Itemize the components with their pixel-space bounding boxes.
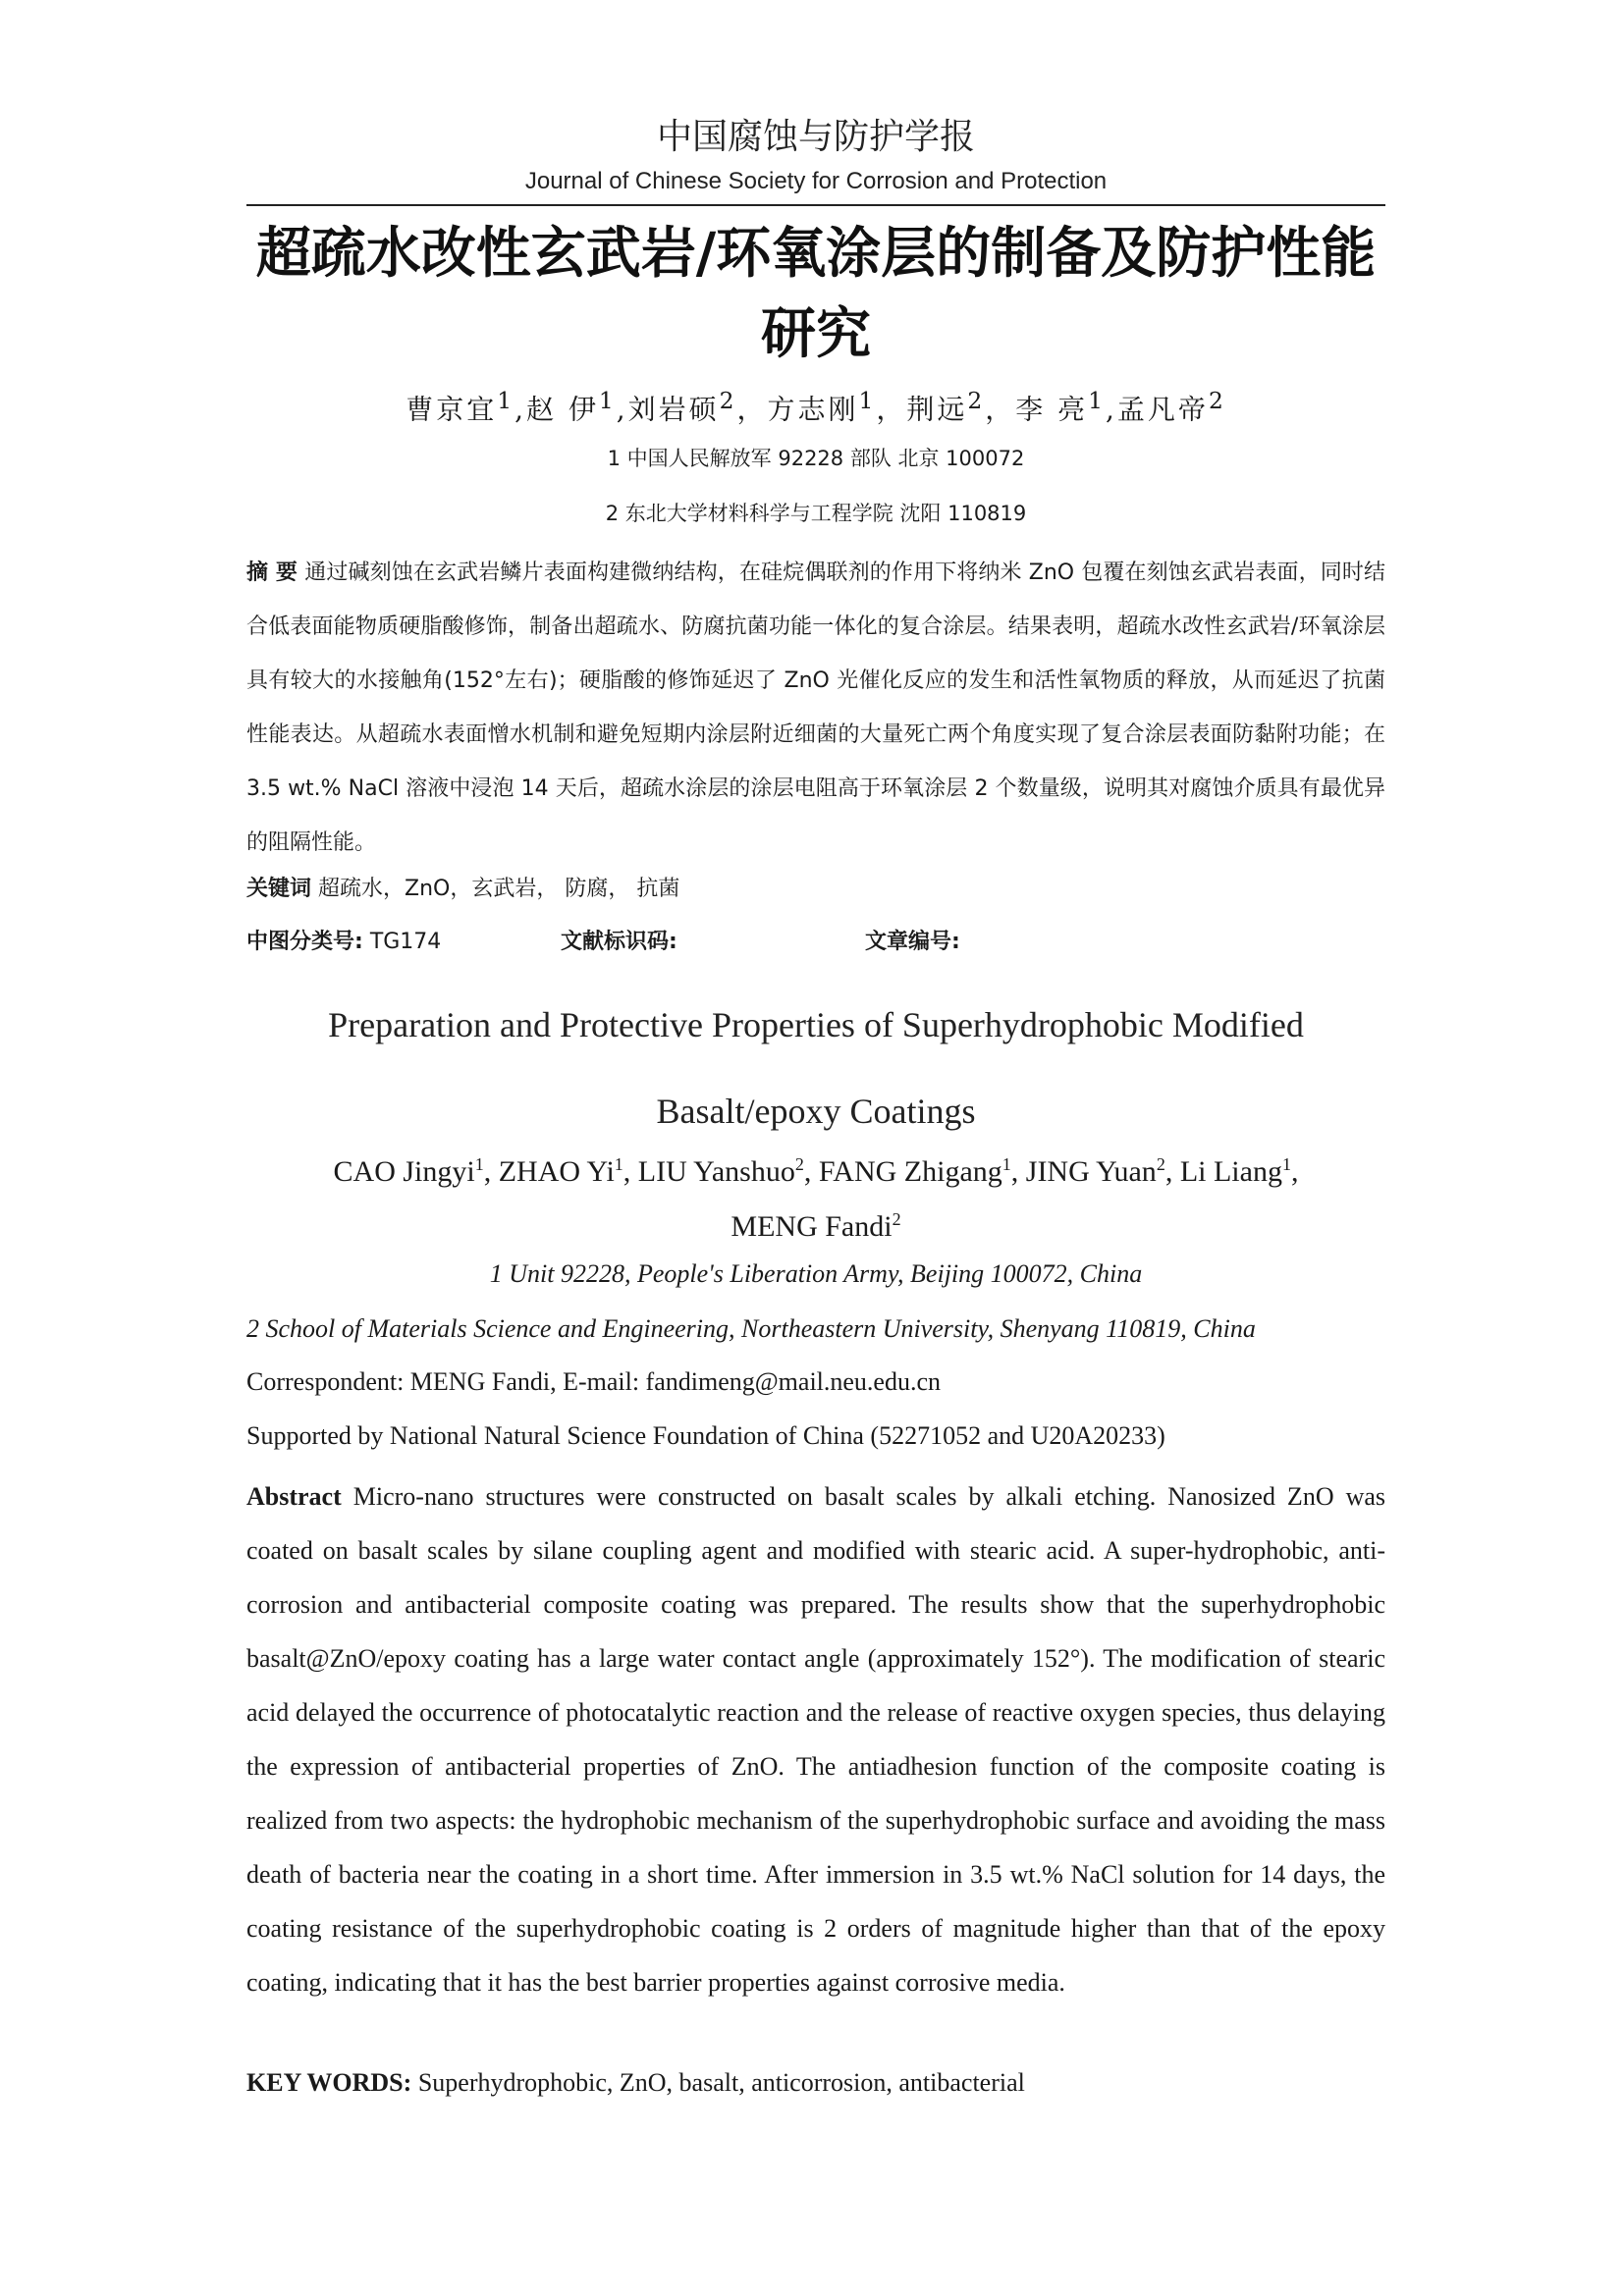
author-separator: , <box>1106 393 1117 426</box>
author-affil-mark: 1 <box>1001 1154 1011 1174</box>
author-separator: , <box>1010 1155 1026 1188</box>
author-cn: 赵 伊 <box>525 393 599 426</box>
author-cn: 方志刚 <box>767 393 859 426</box>
author-en: CAO Jingyi <box>333 1155 475 1188</box>
author-affil-mark: 2 <box>967 387 986 414</box>
header-divider <box>246 204 1385 206</box>
author-en: Li Liang <box>1179 1155 1282 1188</box>
author-en: ZHAO Yi <box>498 1155 615 1188</box>
author-separator: , <box>514 393 526 426</box>
author-affil-mark: 2 <box>719 387 737 414</box>
author-separator: , <box>623 1155 638 1188</box>
abstract-cn <box>246 546 1385 870</box>
author-cn: 刘岩硕 <box>627 393 720 426</box>
author-affil-mark: 1 <box>497 387 515 414</box>
author-cn: 孟凡帝 <box>1116 393 1209 426</box>
author-list-cn <box>246 381 1385 429</box>
doc-code <box>561 923 677 962</box>
author-cn: 曹京宜 <box>406 393 498 426</box>
doc-code-label: 文献标识码: <box>561 930 677 954</box>
clc-value: TG174 <box>369 930 442 954</box>
clc-number <box>246 923 441 962</box>
keywords-en-text: Superhydrophobic, ZnO, basalt, anticorrosion, antibacterial <box>417 2068 1025 2097</box>
author-separator: , <box>1164 1155 1180 1188</box>
author-cn: 荆远 <box>906 393 968 426</box>
author-en: LIU Yanshuo <box>637 1155 795 1188</box>
author-affil-mark: 2 <box>794 1154 804 1174</box>
paper-title-cn: 超疏水改性玄武岩/环氧涂层的制备及防护性能研究 <box>255 222 1377 366</box>
abstract-en-label: Abstract <box>246 1482 342 1511</box>
author-separator: ， <box>736 393 768 426</box>
author-affil-mark: 2 <box>1156 1154 1165 1174</box>
author-cn: 李 亮 <box>1015 393 1089 426</box>
author-affil-mark: 2 <box>892 1209 901 1229</box>
keywords-cn <box>246 870 1385 909</box>
author-affil-mark: 1 <box>598 387 617 414</box>
author-affil-mark: 1 <box>474 1154 484 1174</box>
article-number-label: 文章编号: <box>865 930 960 954</box>
keywords-en-label: KEY WORDS: <box>246 2068 412 2097</box>
affiliation-en-1: 1 Unit 92228, People's Liberation Army, Beijing 100072, China <box>489 1259 1143 1288</box>
affiliation-en-2: 2 School of Materials Science and Engineering, Northeastern University, Shenyang 110819, China <box>246 1314 1256 1343</box>
journal-name-en: Journal of Chinese Society for Corrosion and Protection <box>524 168 1108 194</box>
author-affil-mark: 2 <box>1208 387 1226 414</box>
author-list-en <box>246 1141 1385 1251</box>
author-separator: , <box>616 393 628 426</box>
author-separator: ， <box>985 393 1016 426</box>
author-en: FANG Zhigang <box>818 1155 1002 1188</box>
correspondent-line: Correspondent: MENG Fandi, E-mail: fandimeng@mail.neu.edu.cn <box>246 1367 942 1396</box>
affiliation-cn-1: 1 中国人民解放军 92228 部队 北京 100072 <box>607 447 1025 470</box>
abstract-en-text: Micro-nano structures were constructed on basalt scales by alkali etching. Nanosized ZnO was coated on basalt scales by silane coupling agent and modified with stearic acid. A super-hydrophobic, anti-corrosion and antibacterial composite coating was prepared. The results show that the superhydrophobic basalt@ZnO/epoxy coating has a large water contact angle (approximately 152°). The modification of stearic acid delayed the occurrence of photocatalytic reaction and the release of reactive oxygen species, thus delaying the expression of antibacterial properties of ZnO. The antiadhesion function of the composite coating is realized from two aspects: the hydrophobic mechanism of the superhydrophobic surface and avoiding the mass death of bacteria near the coating in a short time. After immersion in 3.5 wt.% NaCl solution for 14 days, the coating resistance of the superhydrophobic coating is 2 orders of magnitude higher than that of the epoxy coating, indicating that it has the best barrier properties against corrosive media. <box>246 1482 1386 1997</box>
keywords-en <box>246 2063 1385 2103</box>
clc-label: 中图分类号: <box>246 930 363 954</box>
author-separator: ， <box>876 393 907 426</box>
funding-line: Supported by National Natural Science Foundation of China (52271052 and U20A20233) <box>246 1421 1165 1450</box>
keywords-cn-text: 超疏水，ZnO，玄武岩， 防腐， 抗菌 <box>318 877 680 901</box>
author-separator: , <box>483 1155 499 1188</box>
author-separator: , <box>1290 1155 1299 1188</box>
abstract-en <box>246 1469 1385 2009</box>
keywords-cn-label: 关键词 <box>246 877 312 901</box>
author-en: MENG Fandi <box>731 1210 893 1243</box>
author-affil-mark: 1 <box>858 387 877 414</box>
article-number <box>865 923 960 962</box>
affiliation-cn-2: 2 东北大学材料科学与工程学院 沈阳 110819 <box>605 502 1027 525</box>
author-affil-mark: 1 <box>1281 1154 1291 1174</box>
author-en: JING Yuan <box>1025 1155 1157 1188</box>
abstract-cn-label: 摘 要 <box>246 561 298 585</box>
journal-name-cn: 中国腐蚀与防护学报 <box>656 117 975 157</box>
author-affil-mark: 1 <box>1088 387 1107 414</box>
paper-title-en: Preparation and Protective Properties of Superhydrophobic Modified Basalt/epoxy Coatings <box>328 1005 1304 1131</box>
author-affil-mark: 1 <box>614 1154 623 1174</box>
abstract-cn-text: 通过碱刻蚀在玄武岩鳞片表面构建微纳结构，在硅烷偶联剂的作用下将纳米 ZnO 包覆在刻蚀玄武岩表面，同时结合低表面能物质硬脂酸修饰，制备出超疏水、防腐抗菌功能一体化的复合涂层。结果表明，超疏水改性玄武岩/环氧涂层具有较大的水接触角(152°左右)；硬脂酸的修饰延迟了 ZnO 光催化反应的发生和活性氧物质的释放，从而延迟了抗菌性能表达。从超疏水表面憎水机制和避免短期内涂层附近细菌的大量死亡两个角度实现了复合涂层表面防黏附功能；在 3.5 wt.% NaCl 溶液中浸泡 14 天后，超疏水涂层的涂层电阻高于环氧涂层 2 个数量级，说明其对腐蚀介质具有最优异的阻隔性能。 <box>246 561 1386 855</box>
author-separator: , <box>803 1155 819 1188</box>
